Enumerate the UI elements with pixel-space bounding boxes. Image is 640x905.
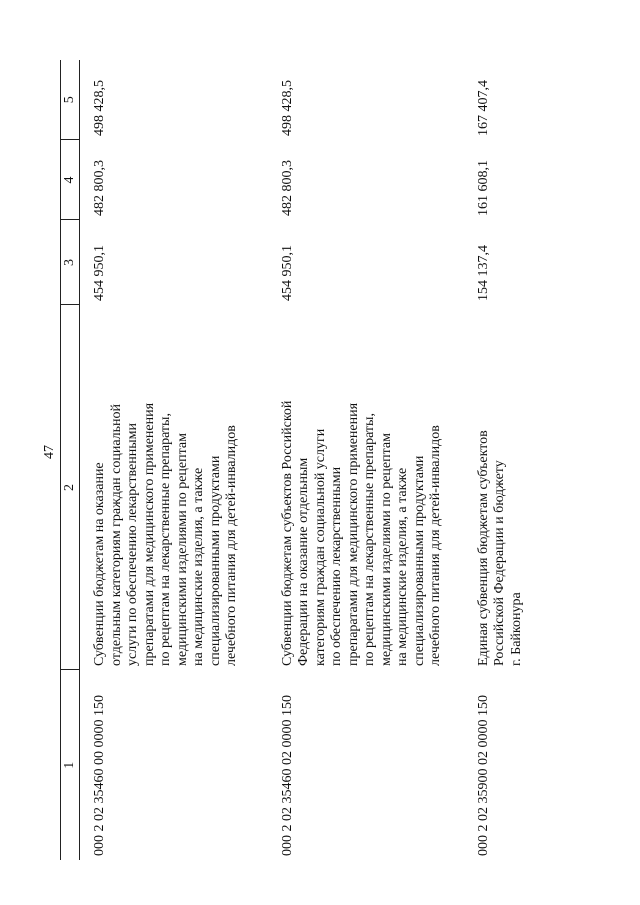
row-value-col5: 498 428,5 [279, 80, 295, 136]
rotated-table-container [60, 60, 620, 860]
header-row [61, 60, 80, 860]
row-value-col4: 482 800,3 [279, 160, 295, 216]
page-number: 47 [42, 445, 57, 459]
row-name: Единая субвенция бюджетам субъектов Российской Федерации и бюджету г. Байконура [475, 430, 524, 666]
row-value-col3: 454 950,1 [279, 245, 295, 301]
row-value-col5: 167 407,4 [475, 80, 491, 136]
row-code: 000 2 02 35460 00 0000 150 [92, 695, 107, 856]
row-value-col3: 154 137,4 [475, 245, 491, 301]
header-col-3: 3 [61, 220, 80, 305]
row-value-col5: 498 428,5 [92, 80, 107, 136]
row-name: Субвенции бюджетам на оказание отдельным категориям граждан социальной услуги по обеспечению лекарственными препаратами для медицинского применения по рецептам на лекарственные препараты, медицинскими изделиями по рецептам на медицинские изделия, а также специализированными продуктами лечебного питания для детей-инвалидов [92, 402, 239, 666]
header-col-4: 4 [61, 140, 80, 220]
table-row [80, 60, 268, 860]
row-value-col3: 454 950,1 [92, 245, 107, 301]
table-row [464, 60, 554, 860]
row-code: 000 2 02 35460 02 0000 150 [279, 695, 295, 856]
row-value-col4: 161 608,1 [475, 160, 491, 216]
table-row [268, 60, 464, 860]
row-code: 000 2 02 35900 02 0000 150 [475, 695, 491, 856]
budget-table [60, 60, 554, 860]
row-value-col4: 482 800,3 [92, 160, 107, 216]
header-col-5: 5 [61, 60, 80, 140]
header-col-2: 2 [61, 305, 80, 670]
header-col-1: 1 [61, 670, 80, 860]
row-name: Субвенции бюджетам субъектов Российской Федерации на оказание отдельным категориям граждан социальной услуги по обеспечению лекарственными препаратами для медицинского применения по рецептам на лекарственные препараты, медицинскими изделиями по рецептам на медицинские изделия, а также специализированными продуктами лечебного питания для детей-инвалидов [279, 400, 443, 666]
